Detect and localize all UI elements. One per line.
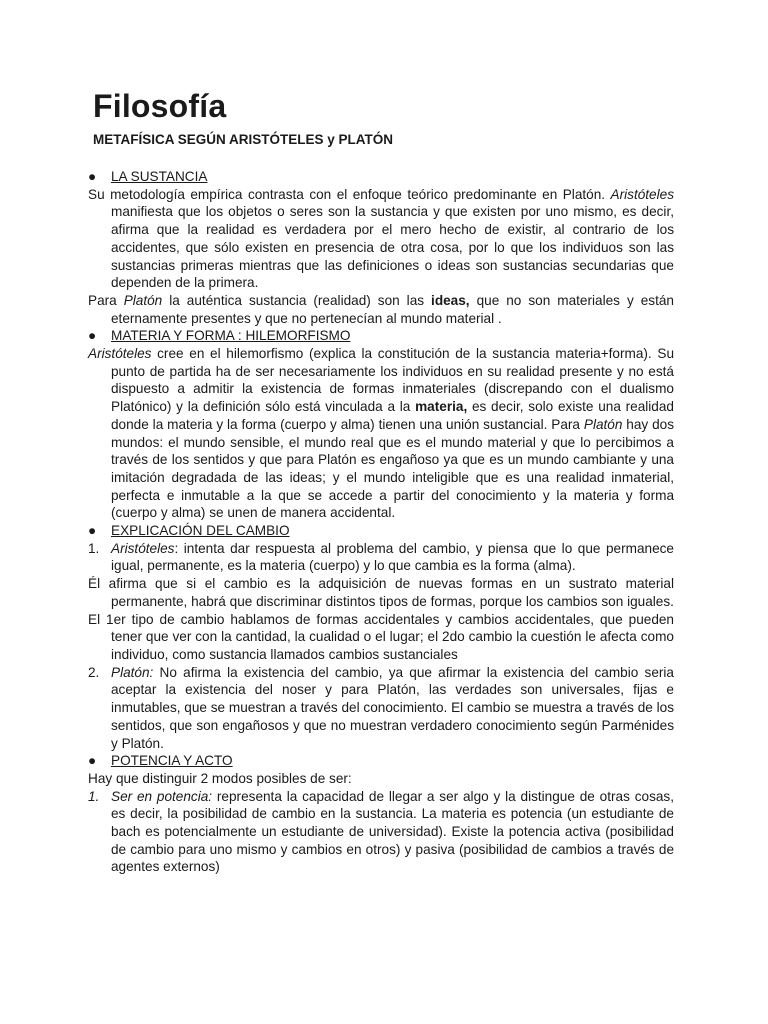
- item-number: 1.: [88, 788, 100, 804]
- numbered-item: 1. Aristóteles: intenta dar respuesta al problema del cambio, y piensa que lo que permanece igual, permanente, es la materia (cuerpo) y lo que cambia es la forma (alma).: [88, 540, 674, 574]
- page-title: Filosofía: [93, 88, 227, 124]
- document-body: [88, 168, 674, 876]
- section-heading-materia-forma: [88, 327, 674, 345]
- paragraph: Hay que distinguir 2 modos posibles de ser:: [88, 770, 352, 786]
- paragraph: Su metodología empírica contrasta con el enfoque teórico predominante en Platón. Aristóteles manifiesta que los objetos o seres son la sustancia y que existen por uno mismo, es decir, afirma que la realidad es verdadera por el mero hecho de existir, al contrario de los accidentes, que sólo existen en presencia de otra cosa, por lo que los individuos son las sustancias primeras mientras que las definiciones o ideas son sustancias secundarias que dependen de la primera.: [88, 186, 674, 291]
- numbered-item: 1. Ser en potencia: representa la capacidad de llegar a ser algo y la distingue de otras cosas, es decir, la posibilidad de cambio en la sustancia. La materia es potencia (un estudiante de bach es potencialmente un estudiante de universidad). Existe la potencia activa (posibilidad de cambio para uno mismo y cambios en otros) y pasiva (posibilidad de cambios a través de agentes externos): [88, 788, 675, 875]
- bullet-icon: ●: [88, 169, 97, 184]
- bullet-icon: ●: [88, 753, 97, 769]
- paragraph: Para Platón la auténtica sustancia (realidad) son las ideas, que no son materiales y están eternamente presentes y que no pertenecían al mundo material .: [88, 292, 674, 326]
- section-heading-cambio: [88, 522, 674, 540]
- bullet-icon: ●: [88, 523, 97, 539]
- section-heading-potencia-acto: [88, 752, 674, 770]
- heading-text: LA SUSTANCIA: [111, 169, 208, 184]
- bullet-icon: ●: [88, 328, 97, 344]
- numbered-item: 2. Platón: No afirma la existencia del cambio, ya que afirmar la existencia del cambio seria aceptar la existencia del noser y para Platón, las verdades son universales, fijas e inmutables, que se muestran a través del conocimiento. El cambio se muestra a través de los sentidos, que son engañosos y que no muestran verdadero conocimiento según Parménides y Platón.: [88, 664, 674, 751]
- heading-text: MATERIA Y FORMA : HILEMORFISMO: [111, 328, 351, 344]
- section-heading-sustancia: [88, 168, 674, 186]
- paragraph: Él afirma que si el cambio es la adquisición de nuevas formas en un sustrato material permanente, habrá que discriminar distintos tipos de formas, porque los cambios son iguales.: [88, 576, 674, 609]
- heading-text: EXPLICACIÓN DEL CAMBIO: [111, 523, 290, 539]
- item-number: 2.: [88, 664, 100, 680]
- paragraph: El 1er tipo de cambio hablamos de formas accidentales y cambios accidentales, que pueden tener que ver con la cantidad, la cualidad o el lugar; el 2do cambio la cuestión le afecta como individuo, como sustancia llamados cambios sustanciales: [88, 611, 674, 662]
- page-subtitle: METAFÍSICA SEGÚN ARISTÓTELES y PLATÓN: [93, 132, 394, 147]
- heading-text: POTENCIA Y ACTO: [111, 753, 233, 769]
- item-number: 1.: [88, 540, 100, 556]
- paragraph: Aristóteles cree en el hilemorfismo (explica la constitución de la sustancia materia+forma). Su punto de partida ha de ser necesariamente los individuos en su realidad presente y no está dispuesto a admitir la existencia de formas inmateriales (discrepando con el dualismo Platónico) y la definición sólo está vinculada a la materia, es decir, solo existe una realidad donde la materia y la forma (cuerpo y alma) tienen una unión sustancial. Para Platón hay dos mundos: el mundo sensible, el mundo real que es el mundo material y que lo percibimos a través de los sentidos y que para Platón es engañoso ya que es un mundo cambiante y una imitación degradada de las ideas; y el mundo inteligible que es una realidad inmaterial, perfecta e inmutable a la que se accede a partir del conocimiento y la materia y forma (cuerpo y alma) se unen de manera accidental.: [88, 346, 675, 521]
